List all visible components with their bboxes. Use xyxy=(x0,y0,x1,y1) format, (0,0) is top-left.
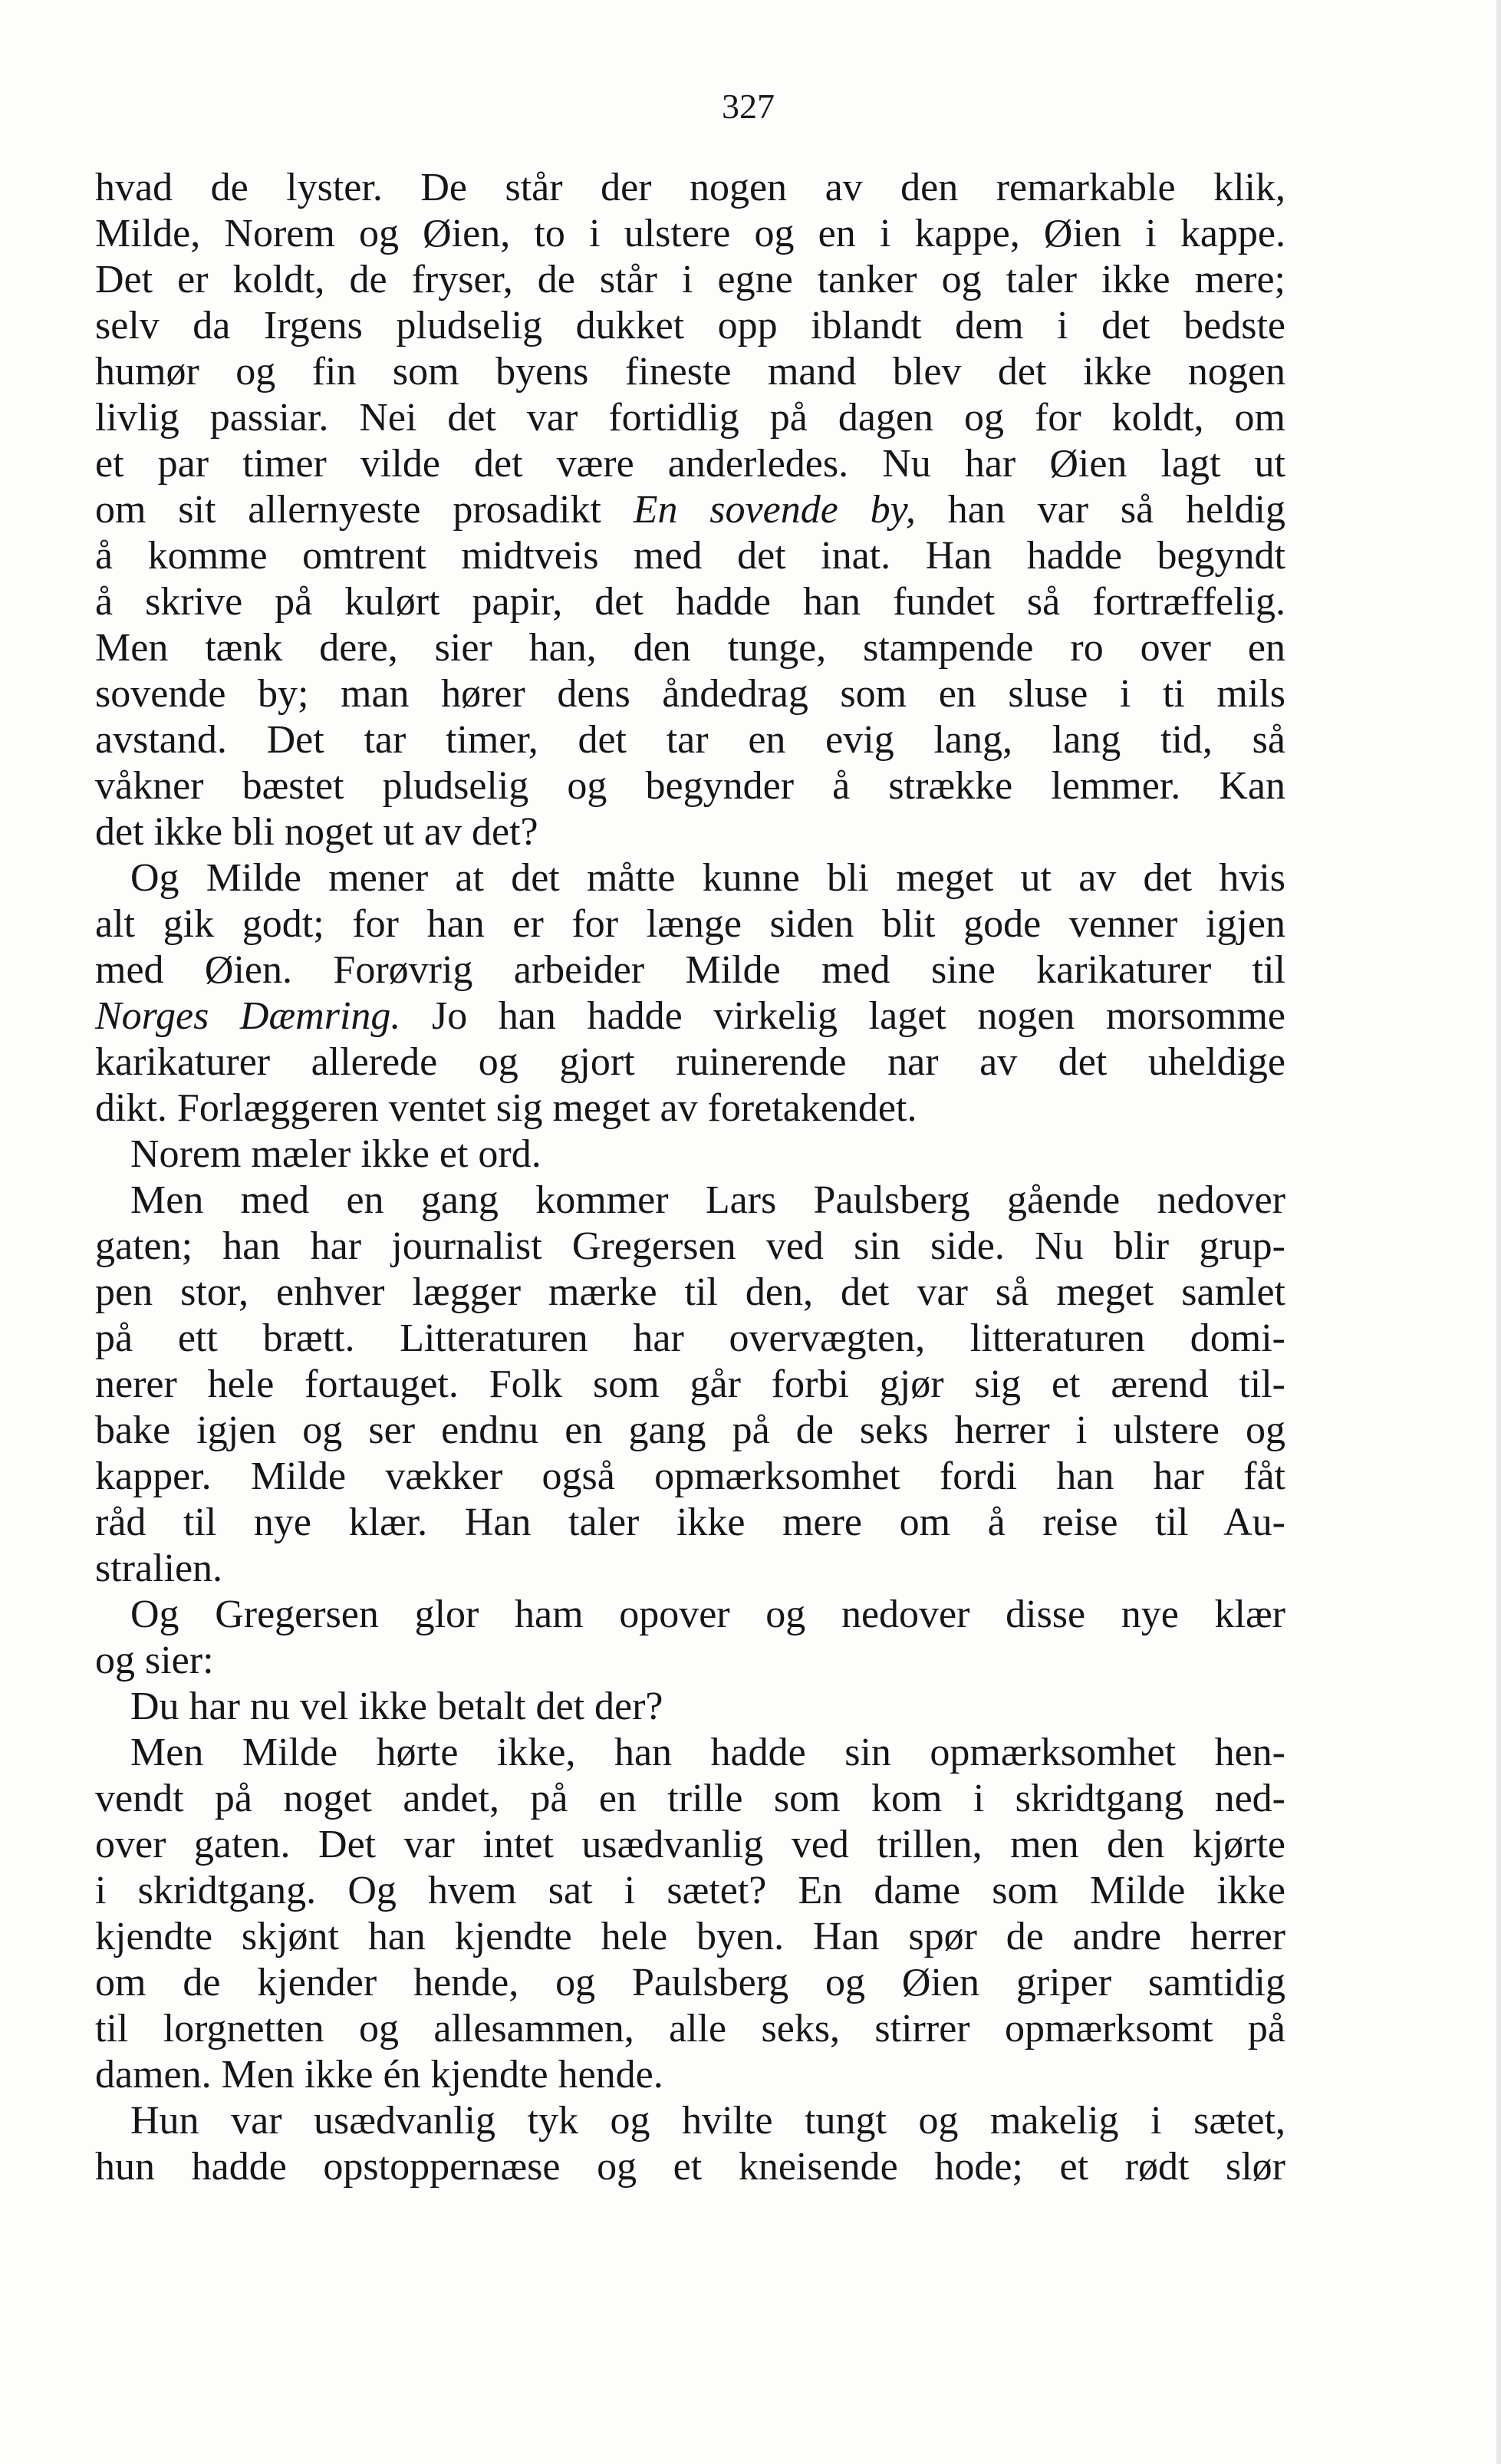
text-line: Det er koldt, de fryser, de står i egne tanker og taler ikke mere; xyxy=(95,258,1285,301)
text-line: Du har nu vel ikke betalt det der? xyxy=(130,1685,663,1728)
text-line: og sier: xyxy=(95,1639,214,1682)
text-line: Men tænk dere, sier han, den tunge, stampende ro over en xyxy=(95,626,1285,670)
text-line: å komme omtrent midtveis med det inat. Han hadde begyndt xyxy=(95,534,1285,578)
text-line: våkner bæstet pludselig og begynder å strække lemmer. Kan xyxy=(95,764,1285,808)
page-number: 327 xyxy=(722,87,775,126)
text-segment: Jo han hadde virkelig laget nogen morsomme xyxy=(400,994,1285,1038)
text-line: kapper. Milde vækker også opmærksomhet fordi han har fåt xyxy=(95,1454,1285,1498)
text-line: Hun var usædvanlig tyk og hvilte tungt og makelig i sætet, xyxy=(130,2099,1285,2143)
text-line: hvad de lyster. De står der nogen av den remarkable klik, xyxy=(95,166,1285,209)
text-line: dikt. Forlæggeren ventet sig meget av foretakendet. xyxy=(95,1086,917,1130)
text-line: stralien. xyxy=(95,1547,223,1590)
text-line: til lorgnetten og allesammen, alle seks, stirrer opmærksomt på xyxy=(95,2007,1285,2051)
text-line: å skrive på kulørt papir, det hadde han fundet så fortræffelig. xyxy=(95,580,1285,624)
text-line: nerer hele fortauget. Folk som går forbi gjør sig et ærend til- xyxy=(95,1362,1285,1406)
text-line: over gaten. Det var intet usædvanlig ved trillen, men den kjørte xyxy=(95,1823,1285,1866)
italic-title: Norges Dæmring. xyxy=(95,994,401,1038)
text-line: Norem mæler ikke et ord. xyxy=(130,1132,541,1176)
text-line: om de kjender hende, og Paulsberg og Øien griper samtidig xyxy=(95,1961,1285,2004)
text-line: selv da Irgens pludselig dukket opp iblandt dem i det bedste xyxy=(95,304,1285,348)
text-line: livlig passiar. Nei det var fortidlig på dagen og for koldt, om xyxy=(95,396,1285,440)
text-line: karikaturer allerede og gjort ruinerende nar av det uheldige xyxy=(95,1040,1285,1084)
text-line: humør og fin som byens fineste mand blev det ikke nogen xyxy=(95,350,1285,394)
text-line: med Øien. Forøvrig arbeider Milde med sine karikaturer til xyxy=(95,948,1285,992)
text-line: kjendte skjønt han kjendte hele byen. Han spør de andre herrer xyxy=(95,1915,1285,1958)
text-line: pen stor, enhver lægger mærke til den, det var så meget samlet xyxy=(95,1270,1285,1314)
text-line xyxy=(95,487,1285,533)
text-line: damen. Men ikke én kjendte hende. xyxy=(95,2053,663,2097)
text-line: sovende by; man hører dens åndedrag som en sluse i ti mils xyxy=(95,672,1285,716)
text-line: råd til nye klær. Han taler ikke mere om å reise til Au- xyxy=(95,1500,1285,1544)
text-line: på ett brætt. Litteraturen har overvægten, litteraturen domi- xyxy=(95,1316,1285,1360)
text-line: gaten; han har journalist Gregersen ved sin side. Nu blir grup- xyxy=(95,1224,1285,1268)
text-line: hun hadde opstoppernæse og et kneisende hode; et rødt slør xyxy=(95,2145,1285,2189)
text-line: vendt på noget andet, på en trille som kom i skridtgang ned- xyxy=(95,1777,1285,1820)
text-line: bake igjen og ser endnu en gang på de seks herrer i ulstere og xyxy=(95,1408,1285,1452)
body-text xyxy=(95,165,1285,2190)
text-line: avstand. Det tar timer, det tar en evig lang, lang tid, så xyxy=(95,718,1285,762)
text-segment: han var så heldig xyxy=(915,488,1285,532)
italic-title: En sovende by, xyxy=(633,488,916,532)
text-segment: om sit allernyeste prosadikt xyxy=(95,488,634,532)
text-line: i skridtgang. Og hvem sat i sætet? En dame som Milde ikke xyxy=(95,1869,1285,1912)
text-line: Milde, Norem og Øien, to i ulstere og en i kappe, Øien i kappe. xyxy=(95,212,1285,255)
text-line: det ikke bli noget ut av det? xyxy=(95,810,538,854)
text-line: Men med en gang kommer Lars Paulsberg gående nedover xyxy=(130,1178,1285,1222)
text-line: alt gik godt; for han er for længe siden blit gode venner igjen xyxy=(95,902,1285,946)
text-line: Og Milde mener at det måtte kunne bli meget ut av det hvis xyxy=(130,856,1285,900)
text-line: Men Milde hørte ikke, han hadde sin opmærksomhet hen- xyxy=(130,1731,1285,1774)
text-line: et par timer vilde det være anderledes. Nu har Øien lagt ut xyxy=(95,442,1285,486)
text-line: Og Gregersen glor ham opover og nedover disse nye klær xyxy=(130,1593,1285,1636)
text-line xyxy=(95,993,1285,1039)
